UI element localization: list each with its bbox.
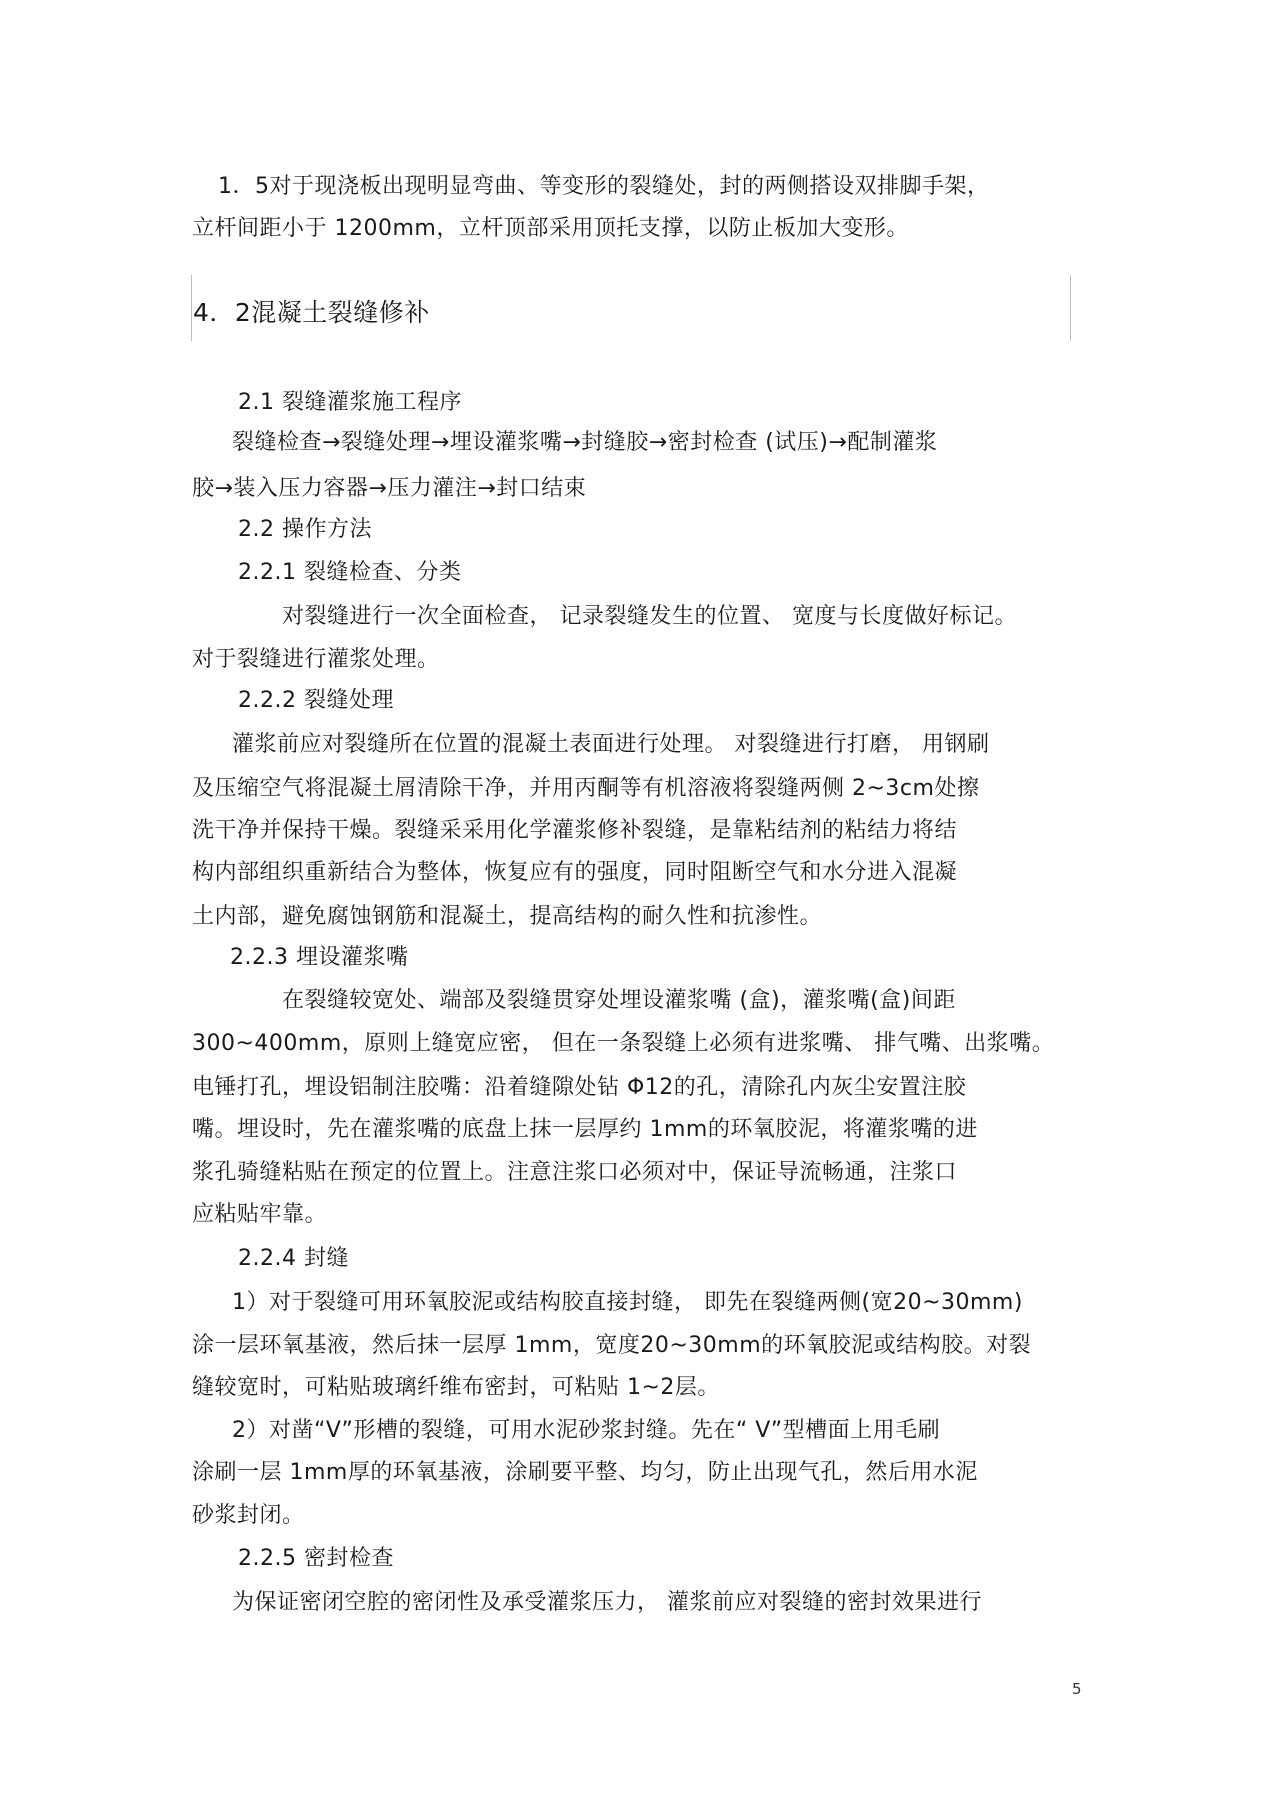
para-2-2-3-line-3: 电锤打孔，埋设铝制注胶嘴：沿着缝隙处钻 Φ12的孔，清除孔内灰尘安置注胶 bbox=[192, 1075, 967, 1100]
para-2-2-4-line-6: 砂浆封闭。 bbox=[192, 1503, 305, 1528]
para-1-5-line-1: 1．5对于现浇板出现明显弯曲、等变形的裂缝处，封的两侧搭设双排脚手架， bbox=[218, 174, 990, 199]
para-2-2-2-line-4: 构内部组织重新结合为整体，恢复应有的强度，同时阻断空气和水分进入混凝 bbox=[192, 860, 958, 885]
para-2-2-3-line-4: 嘴。埋设时，先在灌浆嘴的底盘上抹一层厚约 1mm的环氧胶泥，将灌浆嘴的进 bbox=[192, 1117, 978, 1142]
para-1-5-line-2: 立杆间距小于 1200mm，立杆顶部采用顶托支撑，以防止板加大变形。 bbox=[192, 216, 909, 241]
subheading-2-1: 2.1 裂缝灌浆施工程序 bbox=[238, 390, 462, 415]
heading-left-rule bbox=[191, 275, 192, 341]
subheading-2-2-2: 2.2.2 裂缝处理 bbox=[238, 688, 394, 713]
para-2-2-4-line-2: 涂一层环氧基液，然后抹一层厚 1mm，宽度20~30mm的环氧胶泥或结构胶。对裂 bbox=[192, 1333, 1032, 1358]
subheading-2-2-1: 2.2.1 裂缝检查、分类 bbox=[238, 560, 462, 585]
para-2-2-1-line-1: 对裂缝进行一次全面检查， 记录裂缝发生的位置、 宽度与长度做好标记。 bbox=[282, 604, 1017, 629]
para-2-2-2-line-3: 洗干净并保持干燥。裂缝采采用化学灌浆修补裂缝，是靠粘结剂的粘结力将结 bbox=[192, 818, 958, 843]
para-2-2-2-line-5: 土内部，避免腐蚀钢筋和混凝土，提高结构的耐久性和抗渗性。 bbox=[192, 904, 823, 929]
para-2-2-1-line-2: 对于裂缝进行灌浆处理。 bbox=[192, 647, 440, 672]
para-2-2-5-line-1: 为保证密闭空腔的密闭性及承受灌浆压力， 灌浆前应对裂缝的密封效果进行 bbox=[232, 1590, 982, 1615]
para-2-2-4-line-1: 1）对于裂缝可用环氧胶泥或结构胶直接封缝， 即先在裂缝两侧(宽20~30mm) bbox=[232, 1290, 1023, 1315]
para-2-2-3-line-1: 在裂缝较宽处、端部及裂缝贯穿处埋设灌浆嘴 (盒)，灌浆嘴(盒)间距 bbox=[282, 988, 956, 1013]
para-2-2-2-line-1: 灌浆前应对裂缝所在位置的混凝土表面进行处理。 对裂缝进行打磨， 用钢刷 bbox=[232, 732, 990, 757]
para-2-1-line-1: 裂缝检查→裂缝处理→埋设灌浆嘴→封缝胶→密封检查 (试压)→配制灌浆 bbox=[232, 430, 938, 455]
para-2-2-3-line-6: 应粘贴牢靠。 bbox=[192, 1202, 328, 1227]
subheading-2-2-4: 2.2.4 封缝 bbox=[238, 1246, 349, 1271]
para-2-2-2-line-2: 及压缩空气将混凝土屑清除干净，并用丙酮等有机溶液将裂缝两侧 2~3cm处擦 bbox=[192, 776, 980, 801]
subheading-2-2: 2.2 操作方法 bbox=[238, 517, 372, 542]
page-number: 5 bbox=[1072, 1680, 1082, 1698]
para-2-2-4-line-4: 2）对凿“V”形槽的裂缝，可用水泥砂浆封缝。先在“ V”型槽面上用毛刷 bbox=[232, 1418, 941, 1443]
subheading-2-2-5: 2.2.5 密封检查 bbox=[238, 1546, 394, 1571]
para-2-2-4-line-3: 缝较宽时，可粘贴玻璃纤维布密封，可粘贴 1~2层。 bbox=[192, 1375, 720, 1400]
para-2-2-4-line-5: 涂刷一层 1mm厚的环氧基液，涂刷要平整、均匀，防止出现气孔，然后用水泥 bbox=[192, 1460, 978, 1485]
para-2-1-line-2: 胶→装入压力容器→压力灌注→封口结束 bbox=[192, 476, 587, 501]
para-2-2-3-line-5: 浆孔骑缝粘贴在预定的位置上。注意注浆口必须对中，保证导流畅通，注浆口 bbox=[192, 1160, 958, 1185]
subheading-2-2-3: 2.2.3 埋设灌浆嘴 bbox=[230, 945, 409, 970]
para-2-2-3-line-2: 300~400mm，原则上缝宽应密， 但在一条裂缝上必须有进浆嘴、 排气嘴、出浆嘴。 bbox=[192, 1031, 1055, 1056]
heading-right-rule bbox=[1070, 275, 1071, 341]
section-heading: 4．2混凝土裂缝修补 bbox=[193, 298, 430, 327]
